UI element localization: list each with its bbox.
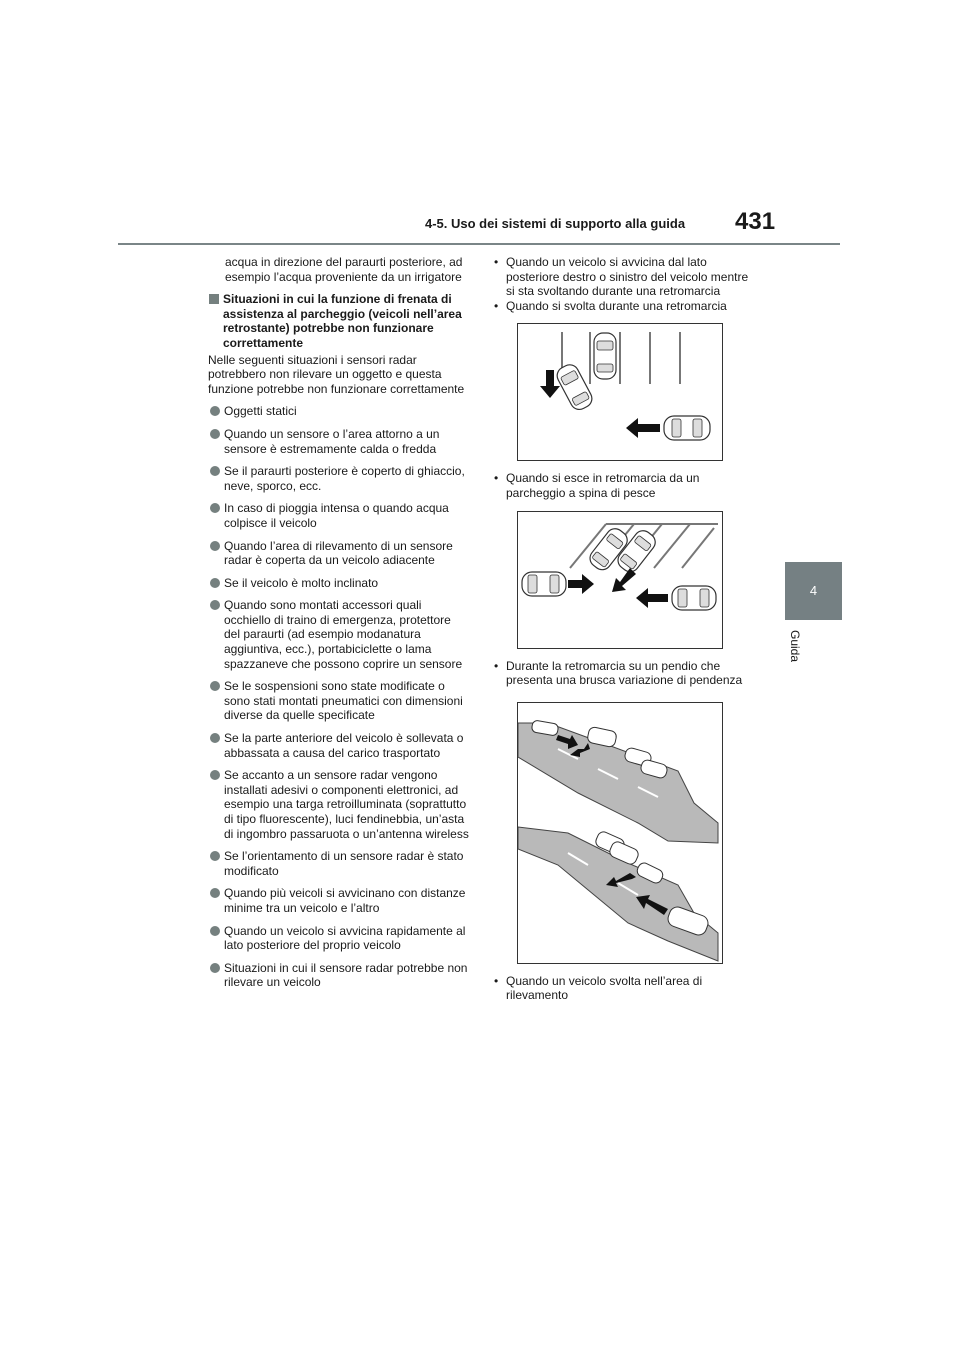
herringbone-diagram (518, 512, 722, 648)
list-item (208, 679, 470, 723)
sub-item (492, 659, 754, 688)
turning-car-icon (554, 362, 595, 413)
list-item-text: Se il veicolo è molto inclinato (224, 575, 379, 590)
sub-item-text: Quando si svolta durante una retromarcia (506, 298, 727, 313)
upper-slope-road (518, 723, 718, 843)
list-item-text: Quando l’area di rilevamento di un sensore radar è coperta da un veicolo adiacente (224, 538, 453, 568)
chapter-tab[interactable]: 4 (785, 562, 842, 620)
illustration-slope-change (517, 702, 723, 964)
list-item (208, 464, 470, 493)
round-bullet-icon (210, 429, 220, 439)
list-item-text: Se l’orientamento di un sensore radar è stato modificato (224, 849, 464, 878)
list-item (208, 501, 470, 530)
left-column (208, 255, 470, 998)
sub-item (492, 471, 754, 500)
round-bullet-icon (210, 888, 220, 898)
round-bullet-icon (210, 963, 220, 973)
list-item (208, 539, 470, 568)
round-bullet-icon (210, 466, 220, 476)
list-item (208, 886, 470, 915)
round-bullet-icon (210, 681, 220, 691)
round-bullet-icon (210, 503, 220, 513)
sub-item (492, 299, 754, 314)
approaching-car-icon (664, 416, 710, 440)
sub-item-text: Quando un veicolo svolta nell’area di rilevamento (506, 973, 703, 1003)
approaching-car-icon (672, 586, 716, 610)
illustration-herringbone-parking (517, 511, 723, 649)
list-item (208, 849, 470, 878)
sub-bullet-marker: • (494, 973, 499, 988)
slope-diagram (518, 703, 722, 963)
list-item-text: Se il paraurti posteriore è coperto di ghiaccio, neve, sporco, ecc. (224, 464, 465, 493)
intro-text: Nelle seguenti situazioni i sensori radar potrebbero non rilevare un oggetto e questa funzione potrebbe non funzionare correttamente (208, 352, 465, 396)
header-divider (118, 243, 840, 245)
list-item-text: Quando sono montati accessori quali occhiello di traino di emergenza, protettore del paraurti (ad esempio modanatura aggiuntiva, ecc.), portabiciclette o lama spazzaneve che possono coprire un sensore (224, 598, 463, 671)
reverse-turn-diagram (518, 324, 722, 460)
arrow-down-left-icon (612, 568, 636, 592)
list-item-text: Situazioni in cui il sensore radar potrebbe non rilevare un veicolo (224, 960, 468, 990)
list-item-text: In caso di pioggia intensa o quando acqua colpisce il veicolo (224, 501, 449, 530)
section-title: 4-5. Uso dei sistemi di supporto alla guida (425, 216, 686, 231)
sub-item (492, 255, 754, 299)
round-bullet-icon (210, 851, 220, 861)
list-item-text: Oggetti statici (224, 404, 297, 419)
list-item-text: Se la parte anteriore del veicolo è sollevata o abbassata a causa del carico trasportato (224, 731, 464, 760)
sub-item-text: Durante la retromarcia su un pendio che presenta una brusca variazione di pendenza (506, 658, 743, 688)
round-bullet-icon (210, 541, 220, 551)
chapter-label (780, 630, 810, 700)
round-bullet-icon (210, 733, 220, 743)
section-heading (208, 292, 470, 350)
list-item-text: Se le sospensioni sono state modificate o sono stati montati pneumatici con dimensioni diverse da quelle specificate (224, 679, 463, 723)
list-item (208, 576, 470, 591)
round-bullet-icon (210, 600, 220, 610)
arrow-right-icon (568, 574, 594, 594)
sub-bullet-marker: • (494, 298, 499, 313)
chapter-label-text: Guida (788, 630, 802, 663)
sub-item-text: Quando un veicolo si avvicina dal lato posteriore destro o sinistro del veicolo mentre si sta svoltando durante una retromarcia (506, 255, 749, 299)
continued-text: acqua in direzione del paraurti posteriore, ad esempio l’acqua proveniente da un irrigatore (225, 255, 463, 284)
list-item (208, 427, 470, 456)
round-bullet-icon (210, 406, 220, 416)
page-number: 431 (735, 208, 776, 235)
list-item-text: Quando un sensore o l’area attorno a un sensore è estremamente calda o fredda (224, 426, 440, 456)
sub-item-text: Quando si esce in retromarcia da un parcheggio a spina di pesce (506, 471, 700, 500)
list-item-text: Se accanto a un sensore radar vengono installati adesivi o componenti elettronici, ad esempio una targa retroilluminata (soprattutto di tipo fluorescente), luci fendinebbia, un’asta di ingombro passaruota o un’antenna wireless (224, 768, 469, 841)
parked-car-icon (594, 333, 616, 379)
list-item-text: Quando un veicolo si avvicina rapidamente al lato posteriore del proprio veicolo (224, 923, 466, 953)
round-bullet-icon (210, 926, 220, 936)
list-item (208, 924, 470, 953)
sub-item (492, 974, 754, 1003)
round-bullet-icon (210, 770, 220, 780)
section-heading-text: Situazioni in cui la funzione di frenata di assistenza al parcheggio (veicoli nell’area retrostante) potrebbe non funzionare correttamente (223, 292, 462, 350)
sub-bullet-marker: • (494, 471, 499, 486)
list-item (208, 731, 470, 760)
arrow-left-icon (636, 588, 668, 608)
list-item-text: Quando più veicoli si avvicinano con distanze minime tra un veicolo e l’altro (224, 886, 466, 915)
illustration-reverse-turn (517, 323, 723, 461)
right-column (492, 255, 754, 1003)
list-item (208, 768, 470, 841)
list-item (208, 961, 470, 990)
square-bullet-icon (209, 294, 219, 304)
sub-bullet-marker: • (494, 255, 499, 269)
arrow-left-icon (626, 418, 660, 438)
left-car-icon (522, 572, 566, 596)
sub-bullet-marker: • (494, 658, 499, 673)
list-item (208, 598, 470, 671)
list-item (208, 404, 470, 419)
round-bullet-icon (210, 578, 220, 588)
